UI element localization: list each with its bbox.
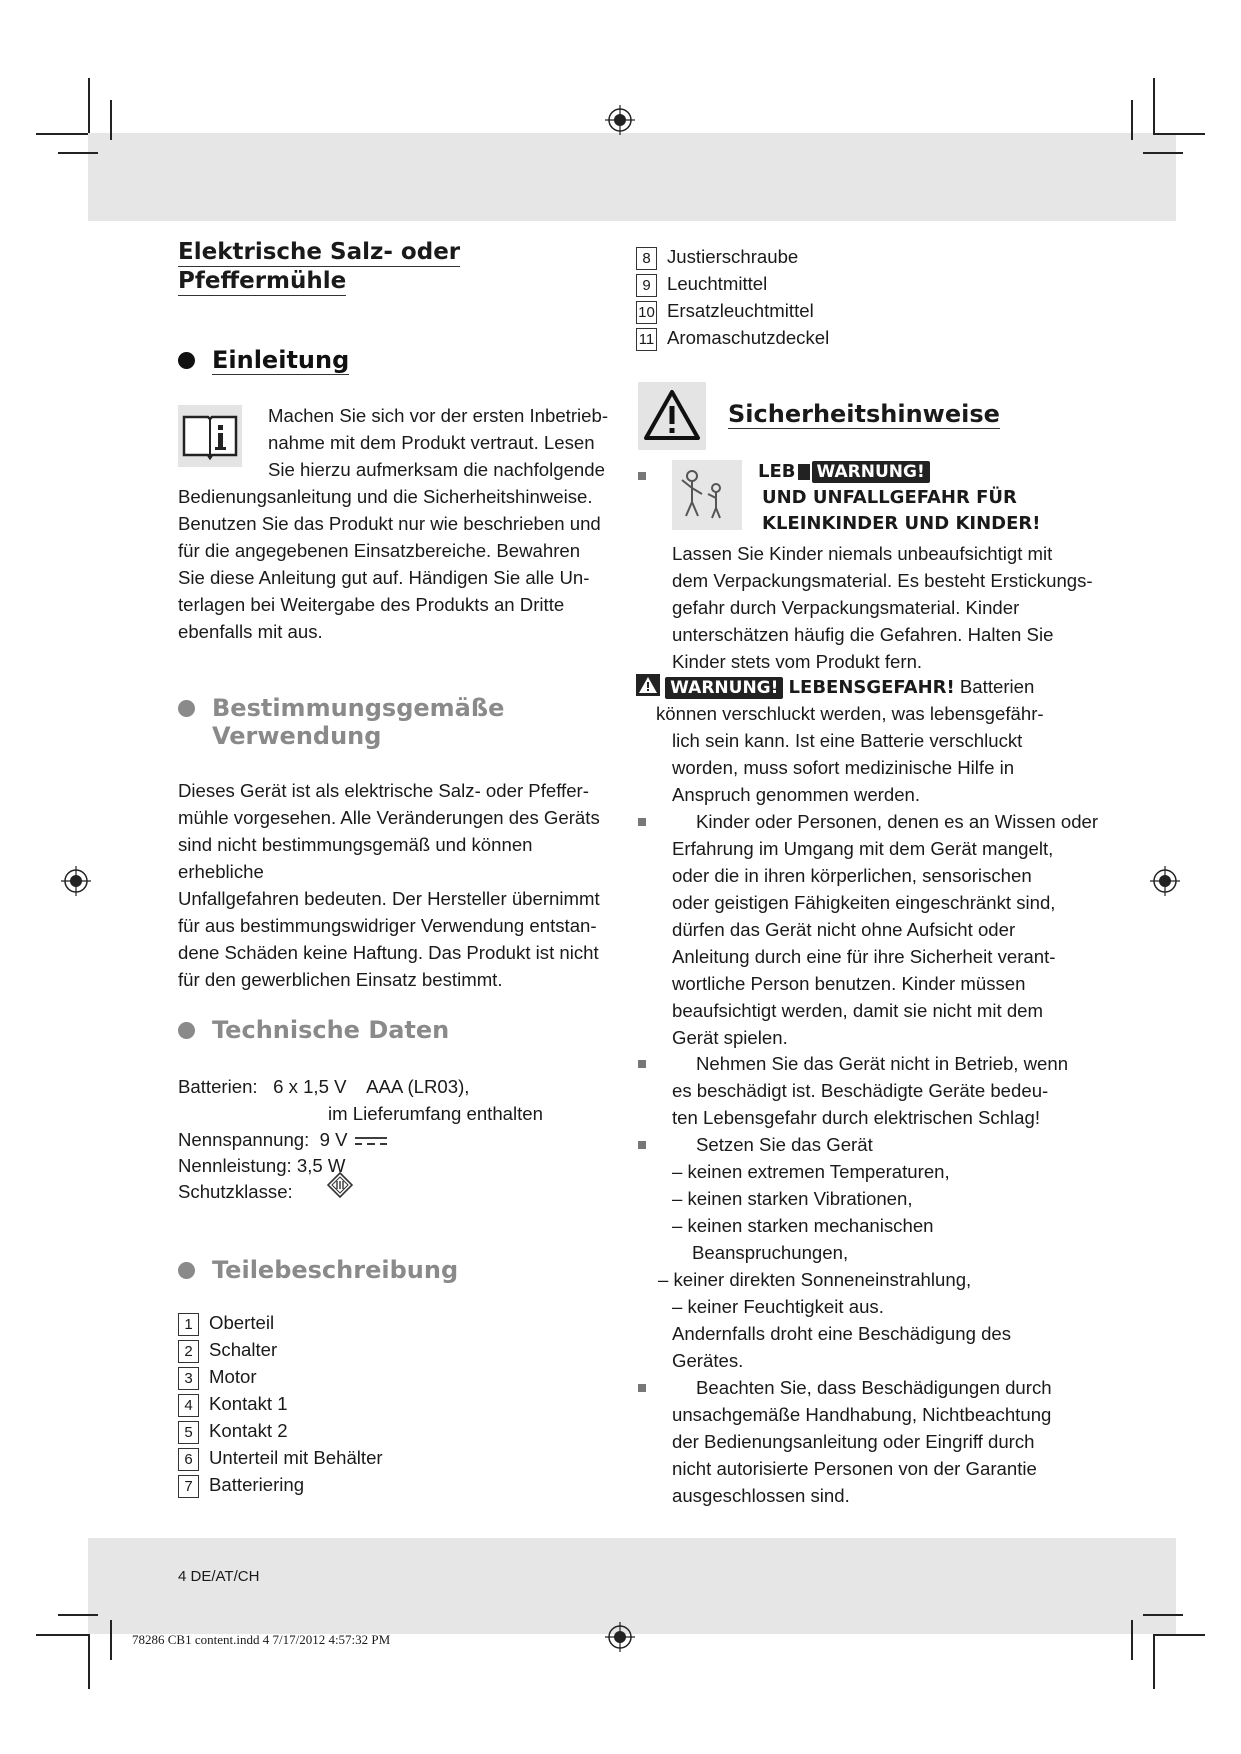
registration-mark-icon bbox=[605, 1622, 635, 1652]
crop-mark bbox=[36, 1634, 88, 1636]
dc-symbol-icon bbox=[353, 1134, 389, 1148]
intro-text: Bedienungsanleitung und die Sicherheitshinweise. Benutzen Sie das Produkt nur wie beschrieben und für die angegebenen Einsatzbereiche. Bewahren Sie diese Anleitung gut auf. Händigen Sie alle Un- terlagen bei Weitergabe des Produkts an Dritte ebenfalls mit aus. bbox=[178, 486, 601, 642]
list-item: 1 Oberteil bbox=[178, 1309, 383, 1336]
child-safety-icon bbox=[672, 460, 742, 530]
crop-mark bbox=[58, 1614, 98, 1616]
list-bullet bbox=[638, 818, 646, 826]
warning-2-text-line: können verschluckt werden, was lebensgefähr- bbox=[656, 703, 1044, 724]
document-title bbox=[178, 238, 460, 296]
crop-mark bbox=[110, 1620, 112, 1660]
bullet-dot bbox=[178, 352, 195, 369]
crop-mark bbox=[88, 78, 90, 133]
safety-bullet-1: Kinder oder Personen, denen es an Wissen oder Erfahrung im Umgang mit dem Gerät mangelt, oder die in ihren körperlichen, sensorischen oder geistigen Fähigkeiten eingeschränkt sind, dürfen das Gerät nicht ohne Aufsicht oder Anleitung durch eine für ihre Sicherheit verant- wortliche Person benutzen. Kinder müssen beaufsichtigt werden, damit sie nicht mit dem Gerät spielen. bbox=[672, 811, 1099, 1048]
list-item: 6 Unterteil mit Behälter bbox=[178, 1444, 383, 1471]
use-text: Dieses Gerät ist als elektrische Salz- oder Pfeffer- mühle vorgesehen. Alle Veränderungen des Geräts sind nicht bestimmungsgemäß und können erhebliche Unfallgefahren bedeuten. Der Hersteller übernimmt für aus bestimmungswidriger Verwendung entstan- dene Schäden keine Haftung. Das Produkt ist nicht für den gewerblichen Einsatz bestimmt. bbox=[178, 780, 600, 990]
tech-power: Nennleistung: 3,5 W bbox=[178, 1155, 346, 1176]
crop-mark bbox=[110, 100, 112, 140]
crop-mark bbox=[1153, 78, 1155, 133]
list-item: 11 Aromaschutzdeckel bbox=[636, 324, 829, 351]
parts-list bbox=[178, 1309, 383, 1498]
bullet-dot bbox=[178, 1022, 195, 1039]
warning-triangle-small-icon bbox=[636, 674, 660, 696]
list-bullet bbox=[638, 1141, 646, 1149]
crop-mark bbox=[58, 152, 98, 154]
warning-1-title-line2: UND UNFALLGEFAHR FÜR bbox=[762, 487, 1017, 508]
parts-list-continued bbox=[636, 243, 829, 351]
list-item: 3 Motor bbox=[178, 1363, 383, 1390]
tech-class: Schutzklasse: bbox=[178, 1181, 293, 1202]
list-item: 4 Kontakt 1 bbox=[178, 1390, 383, 1417]
crop-mark bbox=[1153, 1634, 1155, 1689]
print-slug: 78286 CB1 content.indd 4 7/17/2012 4:57:32 PM bbox=[132, 1632, 391, 1647]
footer-band bbox=[88, 1538, 1176, 1634]
list-item: 2 Schalter bbox=[178, 1336, 383, 1363]
registration-mark-icon bbox=[1150, 866, 1180, 896]
title-line-1: Elektrische Salz- oder bbox=[178, 239, 461, 265]
registration-mark-icon bbox=[605, 105, 635, 135]
registration-mark-icon bbox=[61, 866, 91, 896]
safety-bullet-2: Nehmen Sie das Gerät nicht in Betrieb, wenn es beschädigt ist. Beschädigte Geräte bedeu- ten Lebensgefahr durch elektrischen Schlag! bbox=[672, 1053, 1069, 1128]
header-band bbox=[88, 133, 1176, 221]
warning-1-title: LEB WARNUNG! bbox=[758, 458, 930, 485]
list-item: 10 Ersatzleuchtmittel bbox=[636, 297, 829, 324]
tech-batteries-note: im Lieferumfang enthalten bbox=[328, 1103, 543, 1124]
crop-mark bbox=[1153, 133, 1205, 135]
crop-mark bbox=[1153, 1634, 1205, 1636]
list-bullet bbox=[638, 1060, 646, 1068]
tech-voltage: Nennspannung: 9 V bbox=[178, 1126, 389, 1153]
protection-class-iii-icon bbox=[327, 1172, 353, 1198]
bullet-dot bbox=[178, 1262, 195, 1279]
intro-text-indented: Machen Sie sich vor der ersten Inbetrieb- nahme mit dem Produkt vertraut. Lesen Sie hierzu aufmerksam die nachfolgende bbox=[268, 405, 609, 480]
crop-mark bbox=[1143, 152, 1183, 154]
safety-bullet-3-lead: Setzen Sie das Gerät bbox=[696, 1134, 873, 1155]
warning-1-title-line3: KLEINKINDER UND KINDER! bbox=[762, 513, 1041, 534]
tech-batteries: Batterien: 6 x 1,5 V AAA (LR03), bbox=[178, 1076, 470, 1097]
list-item: 9 Leuchtmittel bbox=[636, 270, 829, 297]
warning-triangle-icon bbox=[638, 382, 706, 450]
warning-2-title: WARNUNG! LEBENSGEFAHR! Batterien bbox=[636, 673, 1034, 701]
warning-1-text: Lassen Sie Kinder niemals unbeaufsichtigt mit dem Verpackungsmaterial. Es besteht Erstickungs- gefahr durch Verpackungsmaterial. Kinder unterschätzen häufig die Gefahren. Halten Sie Kinder stets vom Produkt fern. bbox=[672, 543, 1093, 672]
crop-mark bbox=[88, 1634, 90, 1689]
list-bullet bbox=[638, 472, 646, 480]
list-item: 5 Kontakt 2 bbox=[178, 1417, 383, 1444]
crop-mark bbox=[36, 133, 88, 135]
section-heading-sicherheitshinweise: Sicherheitshinweise bbox=[728, 400, 1000, 428]
warning-small-icon bbox=[798, 464, 810, 480]
crop-mark bbox=[1131, 1620, 1133, 1660]
warning-2-text: lich sein kann. Ist eine Batterie verschluckt worden, muss sofort medizinische Hilfe in Anspruch genommen werden. bbox=[672, 730, 1023, 805]
crop-mark bbox=[1131, 100, 1133, 140]
crop-mark bbox=[1143, 1614, 1183, 1616]
title-line-2: Pfeffermühle bbox=[178, 268, 347, 294]
list-bullet bbox=[638, 1384, 646, 1392]
list-item: 7 Batteriering bbox=[178, 1471, 383, 1498]
safety-bullet-4: Beachten Sie, dass Beschädigungen durch unsachgemäße Handhabung, Nichtbeachtung der Bedienungsanleitung oder Eingriff durch nicht autorisierte Personen von der Garantie ausgeschlossen sind. bbox=[672, 1377, 1052, 1506]
bullet-dot bbox=[178, 700, 195, 717]
safety-bullet-3-list: – keinen extremen Temperaturen, – keinen starken Vibrationen, – keinen starken mechanischen Beanspruchungen, – keiner direkten Sonneneinstrahlung, – keiner Feuchtigkeit aus. Andernfalls droht eine Beschädigung des Gerätes. bbox=[658, 1161, 1012, 1371]
list-item: 8 Justierschraube bbox=[636, 243, 829, 270]
page-number: 4 DE/AT/CH bbox=[178, 1568, 260, 1585]
info-book-icon bbox=[178, 405, 242, 467]
